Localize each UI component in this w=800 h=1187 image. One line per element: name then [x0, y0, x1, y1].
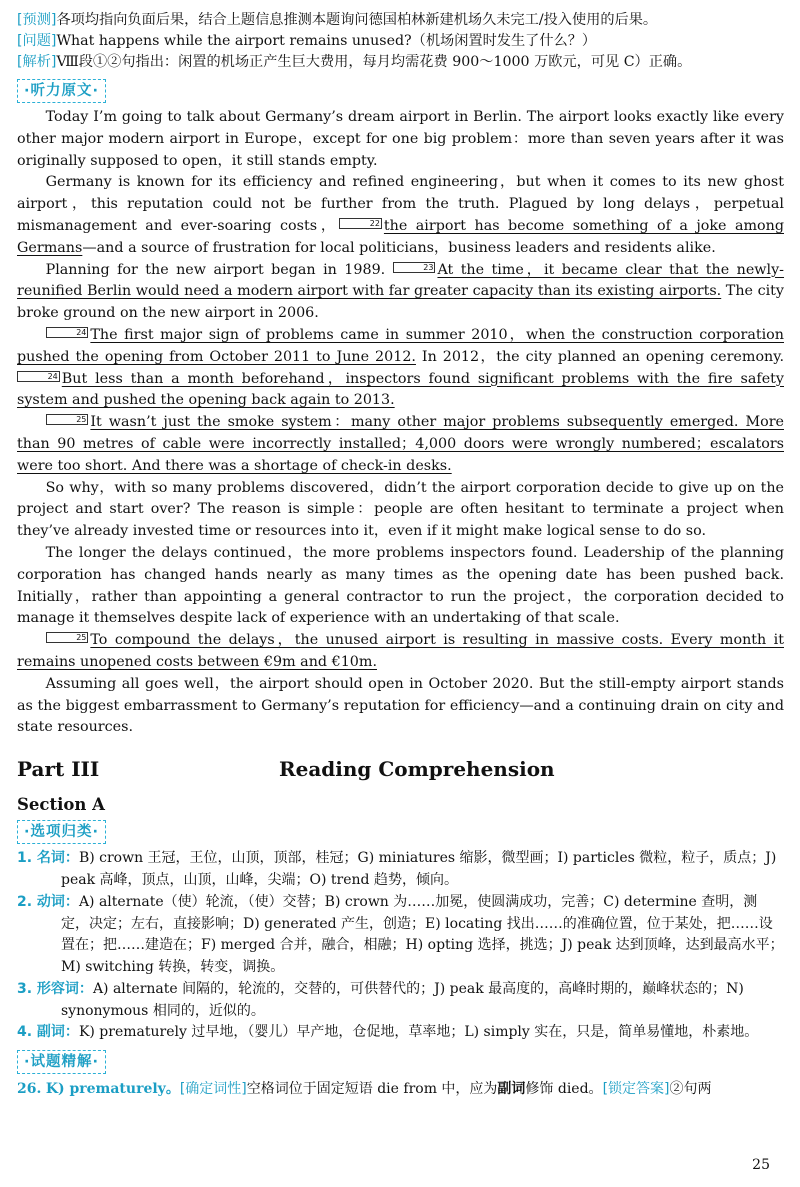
transcript-paragraph: So why，with so many problems discovered，didn’t the airport corporation decide to give up on the project and start over? The reason is simple：people are often hesitant to terminate a project when they’ve already invested time or resources into it，even if it might make logical sense to do so. — [17, 479, 784, 540]
question-number-box: 25 — [46, 414, 89, 425]
listening-transcript-title: ·听力原文· — [17, 79, 106, 103]
category-key: 2. 动词： — [17, 893, 79, 910]
emphasis-word: 副词 — [497, 1081, 526, 1098]
underlined-clue: the airport has become something of a joke among Germans — [17, 217, 784, 256]
question-number-box: 23 — [393, 262, 436, 273]
category-key: 3. 形容词： — [17, 980, 93, 997]
part-label: Part III — [17, 757, 100, 782]
transcript-paragraph: Assuming all goes well，the airport should open in October 2020. But the still-empty airport stands as the biggest embarrassment to Germany’s reputation for efficiency—and a continuing drain on city and state resources. — [17, 675, 784, 736]
transcript-paragraph: 24 The first major sign of problems came in summer 2010，when the construction corporation pushed the opening from October 2011 to June 2012. In 2012，the city planned an opening ceremony. 24 But less than a month beforehand，inspectors found significant problems with the fire safety system and pushed the opening back again to 2013. — [17, 326, 784, 409]
section-heading: Section A — [17, 795, 105, 815]
underlined-clue: But less than a month beforehand，inspectors found significant problems with the fire safety system and pushed the opening back again to 2013. — [17, 370, 784, 409]
underlined-clue: It wasn’t just the smoke system：many other major problems subsequently emerged. More than 90 metres of cable were incorrectly installed；4,000 doors were wrongly numbered；escalators were too short. And there was a shortage of check-in desks. — [17, 414, 784, 474]
option-category — [17, 892, 784, 979]
analysis-step-tag: [确定词性] — [179, 1081, 247, 1098]
question-line — [17, 31, 784, 52]
category-text: A) alternate 间隔的，轮流的，交替的，可供替代的；J) peak 最高度的，高峰时期的，巅峰状态的；N) synonymous 相同的，近似的。 — [61, 980, 744, 1019]
underlined-clue: To compound the delays，the unused airport is resulting in massive costs. Every month it remains unopened costs between €9m and €10m. — [17, 632, 784, 670]
transcript-paragraph: Today I’m going to talk about Germany’s dream airport in Berlin. The airport looks exactly like every other major modern airport in Europe，except for one big problem：more than seven years after it was originally supposed to open，it still stands empty. — [17, 109, 784, 169]
underlined-clue: The first major sign of problems came in summer 2010，when the construction corporation pushed the opening from October 2011 to June 2012. — [17, 326, 784, 365]
prediction-line — [17, 10, 784, 31]
question-number: 26. — [17, 1081, 42, 1098]
option-category — [17, 848, 784, 892]
prediction-text: 各项均指向负面后果，结合上题信息推测本题询问德国柏林新建机场久未完工/投入使用的后果。 — [56, 12, 658, 28]
transcript-paragraph: The longer the delays continued，the more problems inspectors found. Leadership of the planning corporation has changed hands nearly as many times as the opening date has been pushed back. Initially，rather than appointing a general contractor to run the project，the corporation decided to manage it themselves despite lack of experience with an undertaking of that scale. — [17, 544, 784, 627]
question-number-box: 24 — [17, 371, 60, 382]
category-key: 4. 副词： — [17, 1024, 79, 1041]
question-analysis-title: ·试题精解· — [17, 1050, 106, 1074]
options-classification-title: ·选项归类· — [17, 820, 106, 844]
category-text: B) crown 王冠，王位，山顶，顶部，桂冠；G) miniatures 缩影，微型画；I) particles 微粒，粒子，质点；J) peak 高峰，顶点，山顶，山峰，尖端；O) trend 趋势，倾向。 — [61, 850, 777, 888]
page-number: 25 — [752, 1157, 770, 1173]
category-text: K) prematurely 过早地，（婴儿）早产地，仓促地，草率地；L) simply 实在，只是，简单易懂地，朴素地。 — [78, 1024, 759, 1041]
analysis-step-tag: [锁定答案] — [602, 1081, 670, 1098]
question-text: What happens while the airport remains unused?（机场闲置时发生了什么？） — [56, 33, 597, 49]
analysis-text: Ⅷ段①②句指出：闲置的机场正产生巨大费用，每月均需花费 900～1000 万欧元，可见 C）正确。 — [56, 54, 692, 70]
part-title: Reading Comprehension — [279, 757, 555, 782]
transcript-paragraph: Germany is known for its efficiency and refined engineering，but when it comes to its new ghost airport，this reputation could not be further from the truth. Plagued by long delays，perpetual mismanagement and ever-soaring costs， 22 the airport has become something of a joke among Germans—and a source of frustration for local politicians，business leaders and residents alike. — [17, 174, 784, 256]
option-category — [17, 979, 784, 1023]
transcript-paragraph — [17, 412, 784, 477]
transcript-paragraph — [17, 630, 784, 674]
part-heading — [17, 757, 784, 787]
category-text: A) alternate（使）轮流，（使）交替；B) crown 为……加冕，使圆满成功，完善；C) determine 查明，测定，决定；左右，直接影响；D) generated 产生，创造；E) locating 找出……的准确位置，位于某处，把……设置在；把……建造在；F) merged 合并，融合，相融；H) opting 选择，挑选；J) peak 达到顶峰，达到最高水平；M) switching 转换，转变，调换。 — [61, 893, 784, 976]
underlined-clue: At the time，it became clear that the newly-reunified Berlin would need a modern airport with far greater capacity than its existing airports. — [17, 261, 785, 300]
question-number-box: 24 — [46, 327, 89, 338]
question-tag: [问题] — [17, 33, 57, 49]
analysis-line — [17, 52, 784, 73]
question-number-box: 22 — [339, 218, 382, 229]
question-26-analysis: 26. K) prematurely。[确定词性]空格词位于固定短语 die from 中，应为副词修饰 died。[锁定答案]②句两 — [17, 1081, 712, 1098]
question-number-box: 25 — [46, 632, 89, 643]
question-answer: K) prematurely。 — [45, 1081, 180, 1098]
prediction-tag: [预测] — [17, 12, 57, 28]
option-category — [17, 1022, 784, 1044]
transcript-paragraph: Planning for the new airport began in 1989. 23 At the time，it became clear that the newly-reunified Berlin would need a modern airport with far greater capacity than its existing airports. The city broke ground on the new airport in 2006. — [17, 261, 785, 322]
analysis-tag: [解析] — [17, 54, 57, 70]
category-key: 1. 名词： — [17, 850, 79, 867]
page-content — [17, 10, 784, 1100]
